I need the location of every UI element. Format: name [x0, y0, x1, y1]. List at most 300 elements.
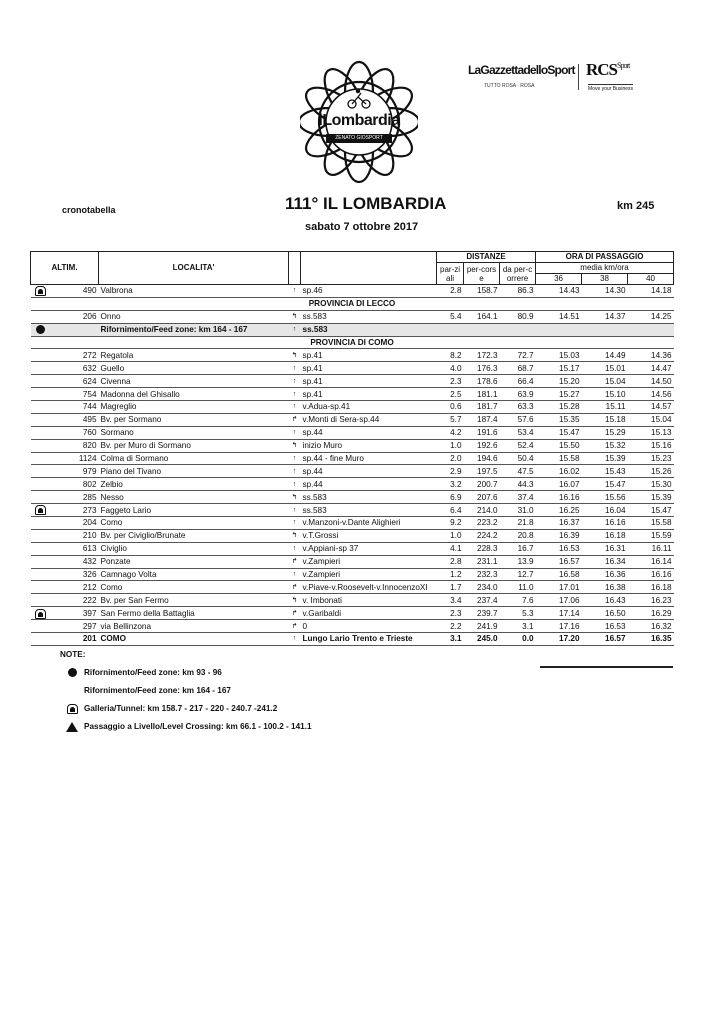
locality: Sormano [99, 426, 289, 439]
time-38: 15.04 [582, 375, 628, 388]
km-covered: 239.7 [464, 607, 500, 620]
direction-icon: ↰ [289, 491, 301, 504]
header-distanze: DISTANZE [437, 252, 536, 263]
race-title: 111° IL LOMBARDIA [285, 194, 447, 213]
km-partial: 2.8 [437, 285, 464, 298]
time-36: 14.43 [536, 285, 582, 298]
direction-icon: ↰ [289, 594, 301, 607]
time-40: 14.36 [628, 349, 674, 362]
time-40: 15.58 [628, 517, 674, 530]
direction-icon: ↑ [289, 426, 301, 439]
road: ss.583 [301, 504, 437, 517]
table-row [31, 401, 674, 414]
road: sp.44 [301, 426, 437, 439]
km-partial: 1.0 [437, 439, 464, 452]
km-covered: 234.0 [464, 581, 500, 594]
time-40: 14.47 [628, 362, 674, 375]
table-row [31, 285, 674, 298]
header-localita: LOCALITA' [99, 252, 289, 285]
table-row [31, 594, 674, 607]
road: v.Garibaldi [301, 607, 437, 620]
km-remaining: 44.3 [500, 478, 536, 491]
note-text: Galleria/Tunnel: km 158.7 - 217 - 220 - 240.7 -241.2 [84, 704, 278, 713]
time-38: 15.47 [582, 478, 628, 491]
direction-icon: ↑ [289, 323, 301, 336]
road: v.Appiani-sp 37 [301, 542, 437, 555]
time-38: 15.32 [582, 439, 628, 452]
direction-icon: ↰ [289, 529, 301, 542]
rcs-sport-text: Sport [617, 61, 630, 70]
km-partial: 2.3 [437, 375, 464, 388]
km-remaining: 31.0 [500, 504, 536, 517]
direction-icon: ↰ [289, 349, 301, 362]
tunnel-icon [35, 286, 46, 296]
road: 0 [301, 620, 437, 633]
feed-zone-row [31, 323, 674, 336]
rcs-tagline: Move your Business [588, 86, 634, 92]
time-36: 15.17 [536, 362, 582, 375]
locality: Bv. per Civiglio/Brunate [99, 529, 289, 542]
time-36: 16.07 [536, 478, 582, 491]
locality: Como [99, 517, 289, 530]
km-remaining: 57.6 [500, 413, 536, 426]
province-label: PROVINCIA DI LECCO [31, 297, 674, 310]
table-row [31, 375, 674, 388]
km-covered: 194.6 [464, 452, 500, 465]
km-covered: 191.6 [464, 426, 500, 439]
time-36: 15.50 [536, 439, 582, 452]
header-percorse: per-corse [464, 263, 500, 285]
time-38: 16.43 [582, 594, 628, 607]
km-remaining: 68.7 [500, 362, 536, 375]
direction-icon: ↰ [289, 439, 301, 452]
km-covered: 207.6 [464, 491, 500, 504]
km-remaining: 37.4 [500, 491, 536, 504]
locality: Onno [99, 310, 289, 323]
time-40: 16.35 [628, 633, 674, 646]
locality: Bv. per Muro di Sormano [99, 439, 289, 452]
table-row [31, 362, 674, 375]
road: v.Manzoni-v.Dante Alighieri [301, 517, 437, 530]
time-36: 15.58 [536, 452, 582, 465]
km-partial: 9.2 [437, 517, 464, 530]
km-remaining: 3.1 [500, 620, 536, 633]
tunnel-icon [35, 609, 46, 619]
table-row [31, 620, 674, 633]
time-36: 16.58 [536, 568, 582, 581]
altitude: 326 [51, 568, 99, 581]
km-covered: 231.1 [464, 555, 500, 568]
logo-sponsor-band: ZENATO GIOSPORT [326, 134, 392, 143]
km-partial: 6.9 [437, 491, 464, 504]
time-38: 15.18 [582, 413, 628, 426]
locality: Valbrona [99, 285, 289, 298]
rcs-sport-logo [586, 60, 629, 80]
time-40: 16.29 [628, 607, 674, 620]
km-remaining: 66.4 [500, 375, 536, 388]
time-36: 17.06 [536, 594, 582, 607]
table-row [31, 478, 674, 491]
table-row [31, 465, 674, 478]
km-covered: 164.1 [464, 310, 500, 323]
km-partial: 4.0 [437, 362, 464, 375]
locality: Ponzate [99, 555, 289, 568]
table-row [31, 413, 674, 426]
km-partial: 6.4 [437, 504, 464, 517]
time-36: 16.53 [536, 542, 582, 555]
km-partial: 2.0 [437, 452, 464, 465]
km-partial: 3.1 [437, 633, 464, 646]
km-partial: 1.0 [437, 529, 464, 542]
road: sp.44 [301, 465, 437, 478]
km-remaining: 16.7 [500, 542, 536, 555]
locality: Regatola [99, 349, 289, 362]
km-covered: 197.5 [464, 465, 500, 478]
altitude: 632 [51, 362, 99, 375]
locality: Piano del Tivano [99, 465, 289, 478]
time-40: 16.16 [628, 568, 674, 581]
altitude: 222 [51, 594, 99, 607]
time-40: 16.18 [628, 581, 674, 594]
road: v.Monti di Sera-sp.44 [301, 413, 437, 426]
note-item [60, 666, 222, 680]
table-row [31, 439, 674, 452]
road: sp.41 [301, 388, 437, 401]
road: v.T.Grossi [301, 529, 437, 542]
locality: Bv. per Sormano [99, 413, 289, 426]
header-media: media km/ora [536, 263, 674, 274]
km-covered: 178.6 [464, 375, 500, 388]
note-item [60, 702, 277, 716]
table-row [31, 581, 674, 594]
notes-title: NOTE: [60, 650, 86, 659]
road: sp.46 [301, 285, 437, 298]
time-36: 16.02 [536, 465, 582, 478]
time-36: 16.37 [536, 517, 582, 530]
time-40: 14.57 [628, 401, 674, 414]
header-dir [289, 252, 301, 285]
altitude: 624 [51, 375, 99, 388]
locality: Bv. per San Fermo [99, 594, 289, 607]
km-partial: 2.3 [437, 607, 464, 620]
finish-row [31, 633, 674, 646]
altitude: 495 [51, 413, 99, 426]
province-row [31, 297, 674, 310]
time-36: 15.28 [536, 401, 582, 414]
km-partial: 2.8 [437, 555, 464, 568]
km-remaining: 20.8 [500, 529, 536, 542]
time-40: 15.04 [628, 413, 674, 426]
header-road [301, 252, 437, 285]
direction-icon: ↑ [289, 504, 301, 517]
table-row [31, 504, 674, 517]
km-partial: 5.4 [437, 310, 464, 323]
time-40: 14.18 [628, 285, 674, 298]
km-partial: 8.2 [437, 349, 464, 362]
altitude: 490 [51, 285, 99, 298]
km-remaining: 11.0 [500, 581, 536, 594]
time-38: 15.56 [582, 491, 628, 504]
locality: Colma di Sormano [99, 452, 289, 465]
km-remaining: 47.5 [500, 465, 536, 478]
header-speed-40: 40 [628, 274, 674, 285]
time-36: 17.16 [536, 620, 582, 633]
time-38: 16.50 [582, 607, 628, 620]
race-distance: km 245 [617, 200, 655, 212]
tunnel-icon [35, 505, 46, 515]
time-38: 16.34 [582, 555, 628, 568]
time-38: 15.11 [582, 401, 628, 414]
time-36: 16.57 [536, 555, 582, 568]
time-38: 16.16 [582, 517, 628, 530]
locality: Magreglio [99, 401, 289, 414]
time-38: 15.10 [582, 388, 628, 401]
timetable-body [31, 285, 674, 646]
time-40: 16.14 [628, 555, 674, 568]
note-text: Rifornimento/Feed zone: km 93 - 96 [84, 668, 222, 677]
road: sp.41 [301, 375, 437, 388]
direction-icon: ↑ [289, 542, 301, 555]
gazzetta-subtitle: TUTTO ROSA · ROSA [484, 83, 535, 89]
altitude: 979 [51, 465, 99, 478]
time-38: 15.43 [582, 465, 628, 478]
altitude: 744 [51, 401, 99, 414]
sponsor-divider [578, 64, 579, 90]
locality: Civiglio [99, 542, 289, 555]
road: sp.41 [301, 349, 437, 362]
time-36: 15.35 [536, 413, 582, 426]
table-row [31, 452, 674, 465]
time-40: 15.30 [628, 478, 674, 491]
time-40: 16.23 [628, 594, 674, 607]
header-altim: ALTIM. [31, 252, 99, 285]
time-36: 14.51 [536, 310, 582, 323]
altitude: 212 [51, 581, 99, 594]
direction-icon: ↰ [289, 310, 301, 323]
time-38: 16.53 [582, 620, 628, 633]
il-lombardia-logo [300, 52, 418, 190]
km-remaining: 12.7 [500, 568, 536, 581]
road: sp.41 [301, 362, 437, 375]
end-rule [540, 666, 673, 668]
time-36: 16.39 [536, 529, 582, 542]
locality: Civenna [99, 375, 289, 388]
time-40: 15.39 [628, 491, 674, 504]
direction-icon: ↱ [289, 620, 301, 633]
locality: Como [99, 581, 289, 594]
km-partial: 3.2 [437, 478, 464, 491]
table-row [31, 388, 674, 401]
road: ss.583 [301, 491, 437, 504]
time-38: 16.18 [582, 529, 628, 542]
feed-zone-icon [68, 668, 77, 677]
km-covered: 172.3 [464, 349, 500, 362]
km-partial: 2.9 [437, 465, 464, 478]
time-40: 16.32 [628, 620, 674, 633]
km-partial: 2.2 [437, 620, 464, 633]
altitude: 210 [51, 529, 99, 542]
note-item [60, 720, 312, 734]
document-type: cronotabella [62, 205, 116, 215]
direction-icon: ↑ [289, 362, 301, 375]
km-covered: 237.4 [464, 594, 500, 607]
road: v.Adua-sp.41 [301, 401, 437, 414]
km-covered: 245.0 [464, 633, 500, 646]
note-text: Rifornimento/Feed zone: km 164 - 167 [84, 686, 231, 695]
time-36: 15.03 [536, 349, 582, 362]
altitude: 397 [51, 607, 99, 620]
note-text: Passaggio a Livello/Level Crossing: km 66.1 - 100.2 - 141.1 [84, 722, 312, 731]
time-40: 15.59 [628, 529, 674, 542]
direction-icon: ↱ [289, 607, 301, 620]
header-speed-38: 38 [582, 274, 628, 285]
road: v. Imbonati [301, 594, 437, 607]
km-covered: 200.7 [464, 478, 500, 491]
table-row [31, 517, 674, 530]
km-partial: 1.7 [437, 581, 464, 594]
altitude: 613 [51, 542, 99, 555]
altitude: 206 [51, 310, 99, 323]
table-row [31, 568, 674, 581]
km-remaining: 5.3 [500, 607, 536, 620]
time-38: 16.38 [582, 581, 628, 594]
km-covered: 181.1 [464, 388, 500, 401]
logo-text: iLombardia [318, 112, 400, 129]
direction-icon: ↑ [289, 633, 301, 646]
province-row [31, 336, 674, 349]
direction-icon: ↑ [289, 478, 301, 491]
locality: Nesso [99, 491, 289, 504]
km-remaining: 53.4 [500, 426, 536, 439]
feed-zone-icon [36, 325, 45, 334]
road: Lungo Lario Trento e Trieste [301, 633, 437, 646]
feed-zone-label: Rifornimento/Feed zone: km 164 - 167 [99, 323, 289, 336]
time-36: 17.01 [536, 581, 582, 594]
time-40: 14.56 [628, 388, 674, 401]
km-remaining: 72.7 [500, 349, 536, 362]
race-date: sabato 7 ottobre 2017 [305, 221, 419, 233]
rcs-text: RCS [586, 60, 618, 79]
header-da-percorrere: da per-correre [500, 263, 536, 285]
altitude: 273 [51, 504, 99, 517]
direction-icon: ↑ [289, 375, 301, 388]
altitude: 272 [51, 349, 99, 362]
time-38: 14.37 [582, 310, 628, 323]
time-40: 14.25 [628, 310, 674, 323]
time-36: 16.25 [536, 504, 582, 517]
km-remaining: 21.8 [500, 517, 536, 530]
altitude: 201 [51, 633, 99, 646]
time-40: 16.11 [628, 542, 674, 555]
time-38: 16.31 [582, 542, 628, 555]
province-label: PROVINCIA DI COMO [31, 336, 674, 349]
time-38: 15.39 [582, 452, 628, 465]
table-row [31, 310, 674, 323]
locality: Faggeto Lario [99, 504, 289, 517]
time-36: 15.47 [536, 426, 582, 439]
km-remaining: 13.9 [500, 555, 536, 568]
km-remaining: 63.9 [500, 388, 536, 401]
km-partial: 3.4 [437, 594, 464, 607]
time-40: 15.47 [628, 504, 674, 517]
locality: Camnago Volta [99, 568, 289, 581]
time-36: 17.20 [536, 633, 582, 646]
direction-icon: ↑ [289, 401, 301, 414]
altitude: 754 [51, 388, 99, 401]
direction-icon: ↑ [289, 452, 301, 465]
km-covered: 241.9 [464, 620, 500, 633]
km-partial: 4.1 [437, 542, 464, 555]
km-covered: 158.7 [464, 285, 500, 298]
direction-icon: ↱ [289, 555, 301, 568]
road: v.Zampieri [301, 568, 437, 581]
km-partial: 4.2 [437, 426, 464, 439]
km-covered: 181.7 [464, 401, 500, 414]
note-item [60, 684, 231, 698]
time-38: 15.29 [582, 426, 628, 439]
locality: San Fermo della Battaglia [99, 607, 289, 620]
table-row [31, 491, 674, 504]
km-covered: 214.0 [464, 504, 500, 517]
locality: Guello [99, 362, 289, 375]
time-36: 16.16 [536, 491, 582, 504]
km-remaining: 0.0 [500, 633, 536, 646]
table-row [31, 555, 674, 568]
locality: via Bellinzona [99, 620, 289, 633]
altitude: 204 [51, 517, 99, 530]
time-38: 14.30 [582, 285, 628, 298]
road: sp.44 - fine Muro [301, 452, 437, 465]
km-remaining: 52.4 [500, 439, 536, 452]
road: ss.583 [301, 310, 437, 323]
road: v.Piave-v.Roosevelt-v.InnocenzoXI [301, 581, 437, 594]
time-40: 15.23 [628, 452, 674, 465]
km-covered: 187.4 [464, 413, 500, 426]
km-remaining: 7.6 [500, 594, 536, 607]
locality: COMO [99, 633, 289, 646]
km-partial: 1.2 [437, 568, 464, 581]
altitude: 820 [51, 439, 99, 452]
altitude: 285 [51, 491, 99, 504]
km-covered: 232.3 [464, 568, 500, 581]
km-remaining: 86.3 [500, 285, 536, 298]
locality: Zelbio [99, 478, 289, 491]
time-36: 15.27 [536, 388, 582, 401]
time-40: 15.26 [628, 465, 674, 478]
time-38: 16.36 [582, 568, 628, 581]
header-speed-36: 36 [536, 274, 582, 285]
header-parziali: par-ziali [437, 263, 464, 285]
table-row [31, 529, 674, 542]
direction-icon: ↑ [289, 465, 301, 478]
time-38: 15.01 [582, 362, 628, 375]
altitude: 432 [51, 555, 99, 568]
km-covered: 176.3 [464, 362, 500, 375]
table-row [31, 426, 674, 439]
tunnel-icon [67, 704, 78, 714]
altitude: 802 [51, 478, 99, 491]
direction-icon: ↱ [289, 413, 301, 426]
locality: Madonna del Ghisallo [99, 388, 289, 401]
level-crossing-icon [66, 722, 78, 732]
time-36: 15.20 [536, 375, 582, 388]
time-40: 15.13 [628, 426, 674, 439]
altitude: 1124 [51, 452, 99, 465]
table-row [31, 542, 674, 555]
table-row [31, 607, 674, 620]
altitude: 760 [51, 426, 99, 439]
direction-icon: ↑ [289, 568, 301, 581]
